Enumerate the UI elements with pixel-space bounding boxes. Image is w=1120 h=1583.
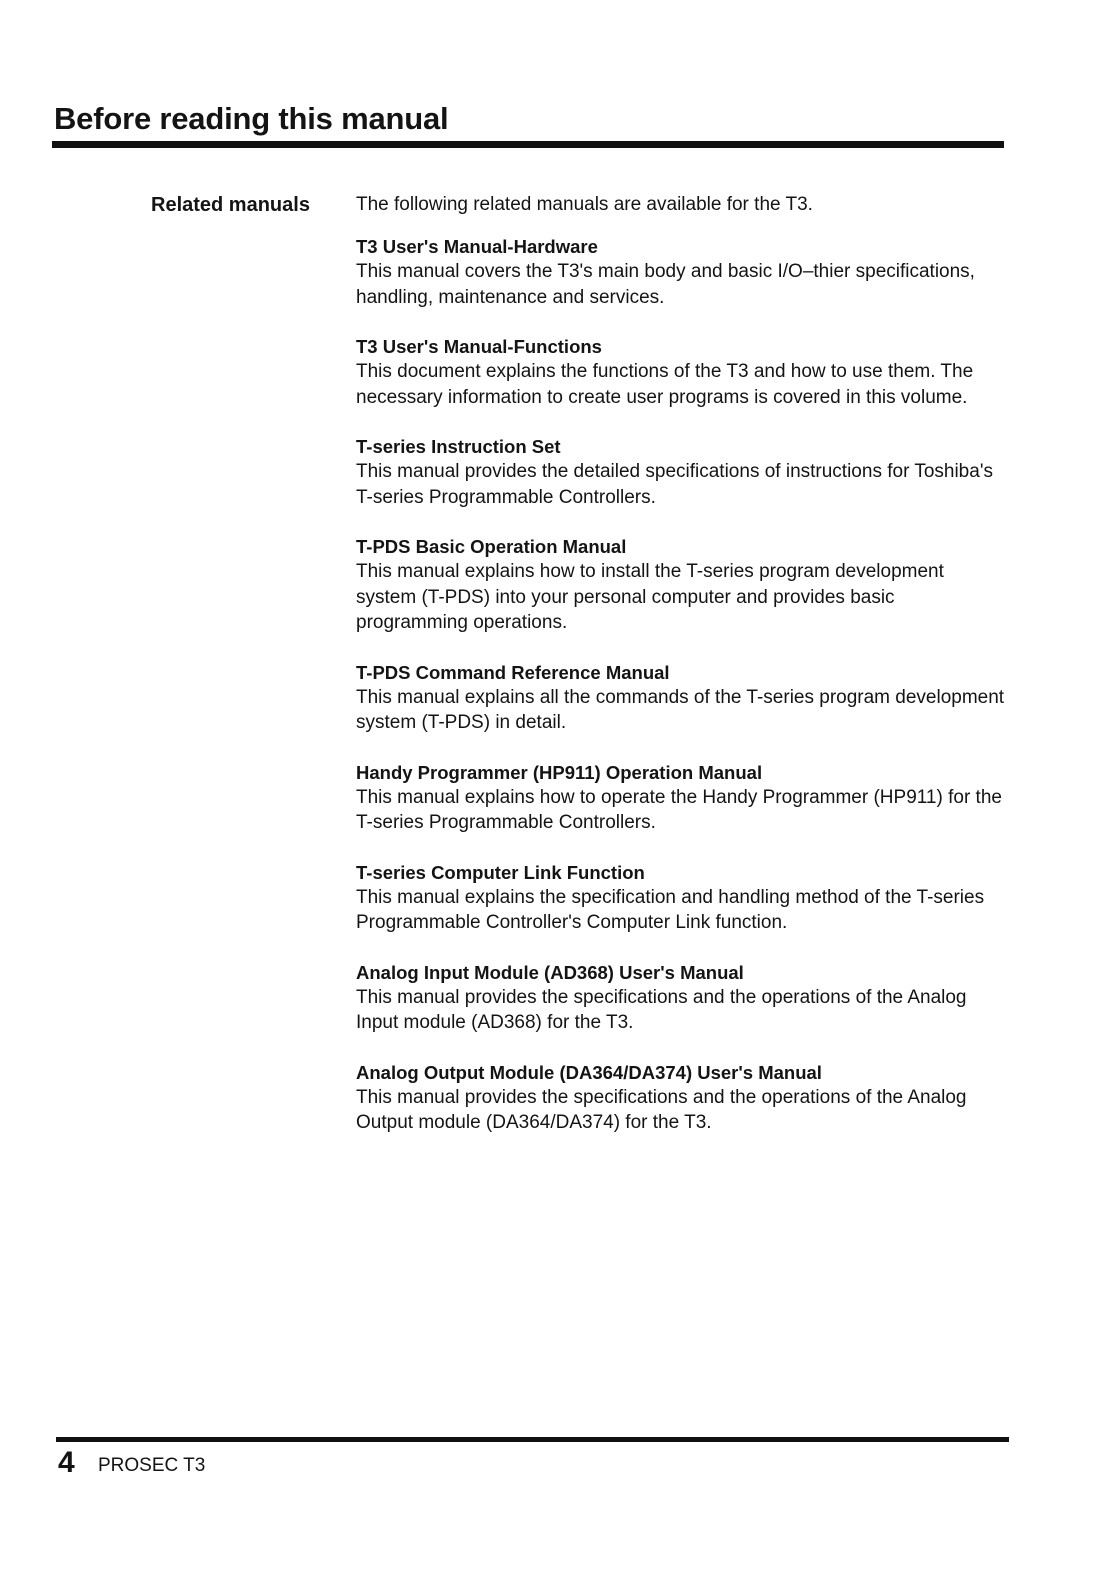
manual-title: T3 User's Manual-Hardware xyxy=(356,236,598,257)
manual-entry xyxy=(356,860,1006,936)
manual-entry xyxy=(356,234,1006,310)
manual-entry xyxy=(356,1060,1006,1136)
manual-entry xyxy=(356,960,1006,1036)
manual-title: T-series Instruction Set xyxy=(356,436,561,457)
manual-entry xyxy=(356,334,1006,410)
section-label: Related manuals xyxy=(151,194,310,216)
footer-title: PROSEC T3 xyxy=(98,1455,206,1476)
manual-description: This manual provides the specifications and the operations of the Analog Output module (DA364/DA374) for the T3. xyxy=(356,1086,967,1133)
manual-description: This manual provides the detailed specifications of instructions for Toshiba's T-series Programmable Controllers. xyxy=(356,461,993,508)
manual-description: This document explains the functions of the T3 and how to use them. The necessary information to create user programs is covered in this volume. xyxy=(356,361,974,408)
manual-entry xyxy=(356,434,1006,510)
manual-title: Analog Output Module (DA364/DA374) User's Manual xyxy=(356,1061,822,1083)
footer-rule xyxy=(56,1437,1009,1442)
page-number: 4 xyxy=(58,1446,75,1479)
manual-entry xyxy=(356,660,1006,736)
manual-title: T-PDS Basic Operation Manual xyxy=(356,536,627,557)
manual-title: T3 User's Manual-Functions xyxy=(356,336,602,357)
manual-title: Handy Programmer (HP911) Operation Manual xyxy=(356,761,763,783)
manual-description: This manual explains how to install the T-series program development system (T-PDS) into your personal computer and provides basic programming operations. xyxy=(356,561,944,633)
title-rule xyxy=(52,141,1004,148)
manual-description: This manual explains all the commands of the T-series program development system (T-PDS) in detail. xyxy=(356,686,1005,733)
section-intro: The following related manuals are available for the T3. xyxy=(356,194,813,215)
related-manuals-content xyxy=(356,192,1006,1160)
page-title: Before reading this manual xyxy=(54,101,449,136)
manual-description: This manual explains the specification and handling method of the T-series Programmable Controller's Computer Link function. xyxy=(356,886,985,933)
manual-entry xyxy=(356,760,1006,836)
manual-title: Analog Input Module (AD368) User's Manual xyxy=(356,961,744,983)
manual-description: This manual covers the T3's main body and basic I/O–thier specifications, handling, maintenance and services. xyxy=(356,261,975,308)
manual-description: This manual explains how to operate the Handy Programmer (HP911) for the T-series Programmable Controllers. xyxy=(356,786,1002,833)
manual-entry xyxy=(356,534,1006,636)
manual-description: This manual provides the specifications and the operations of the Analog Input module (AD368) for the T3. xyxy=(356,986,967,1033)
manual-title: T-PDS Command Reference Manual xyxy=(356,661,670,683)
manual-title: T-series Computer Link Function xyxy=(356,861,645,883)
